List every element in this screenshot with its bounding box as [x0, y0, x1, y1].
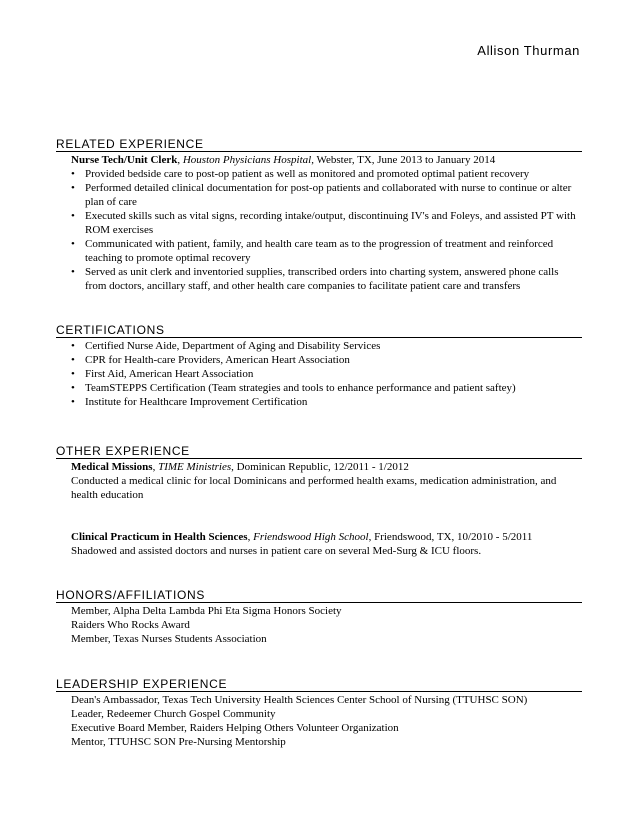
bullet-text: Executed skills such as vital signs, recording intake/output, discontinuing IV's and Foleys, and assisted PT with ROM exercises	[85, 210, 576, 236]
certifications-list	[56, 339, 582, 409]
job-heading	[71, 530, 582, 544]
list-item	[56, 395, 582, 409]
list-item	[56, 237, 582, 265]
bullet-text: Performed detailed clinical documentation for post-op patients and collaborated with nurse to continue or alter plan of care	[85, 182, 572, 208]
job-details: , Webster, TX, June 2013 to January 2014	[311, 154, 496, 166]
list-item	[56, 339, 582, 353]
bullet-text: Served as unit clerk and inventoried supplies, transcribed orders into charting system, answered phone calls from doctors, ancillary staff, and other health care companies to facilitate patient care and transfers	[85, 266, 559, 292]
bullet-icon: •	[71, 396, 75, 408]
section-title-related-experience: RELATED EXPERIENCE	[56, 137, 582, 152]
bullet-icon: •	[71, 238, 75, 250]
separator: ,	[177, 154, 183, 166]
job-description: Conducted a medical clinic for local Dominicans and performed health exams, medication administration, and health education	[71, 475, 557, 501]
bullet-icon: •	[71, 210, 75, 222]
list-item: Raiders Who Rocks Award	[71, 619, 190, 631]
related-experience-section	[56, 137, 582, 293]
list-item: Dean's Ambassador, Texas Tech University Health Sciences Center School of Nursing (TTUHSC SON)	[71, 694, 528, 706]
bullet-text: Communicated with patient, family, and health care team as to the progression of treatment and reinforced teaching to promote optimal recovery	[85, 238, 554, 264]
list-item: Member, Alpha Delta Lambda Phi Eta Sigma Honors Society	[71, 605, 342, 617]
job-description: Shadowed and assisted doctors and nurses in patient care on several Med-Surg & ICU floors.	[71, 545, 482, 557]
organization-name: Friendswood High School	[253, 531, 369, 543]
bullet-icon: •	[71, 182, 75, 194]
bullet-icon: •	[71, 340, 75, 352]
bullet-icon: •	[71, 382, 75, 394]
list-item	[56, 209, 582, 237]
bullet-text: TeamSTEPPS Certification (Team strategies and tools to enhance performance and patient saftey)	[85, 382, 516, 394]
organization-name: TIME Ministries	[158, 461, 232, 473]
list-item	[56, 367, 582, 381]
bullet-icon: •	[71, 168, 75, 180]
bullet-icon: •	[71, 368, 75, 380]
separator: ,	[247, 531, 254, 543]
related-bullet-list	[56, 167, 582, 293]
honors-list	[71, 604, 582, 646]
bullet-icon: •	[71, 354, 75, 366]
job-details: , Dominican Republic, 12/2011 - 1/2012	[231, 461, 409, 473]
leadership-list	[71, 693, 582, 749]
bullet-text: Certified Nurse Aide, Department of Aging and Disability Services	[85, 340, 381, 352]
list-item	[56, 167, 582, 181]
job-heading	[71, 460, 582, 474]
honors-section	[56, 588, 582, 646]
list-item: Member, Texas Nurses Students Association	[71, 633, 267, 645]
list-item: Leader, Redeemer Church Gospel Community	[71, 708, 276, 720]
candidate-name: Allison Thurman	[477, 43, 580, 58]
certifications-section	[56, 323, 582, 409]
list-item	[56, 265, 582, 293]
list-item: Executive Board Member, Raiders Helping Others Volunteer Organization	[71, 722, 399, 734]
separator: ,	[152, 461, 159, 473]
employer-name: Houston Physicians Hospital	[182, 154, 312, 166]
bullet-text: CPR for Health-care Providers, American Heart Association	[85, 354, 350, 366]
bullet-text: Provided bedside care to post-op patient as well as monitored and promoted optimal patient recovery	[85, 168, 530, 180]
job-heading	[71, 153, 582, 167]
list-item	[56, 353, 582, 367]
section-title-other-experience: OTHER EXPERIENCE	[56, 444, 582, 459]
leadership-section	[56, 677, 582, 749]
section-title-leadership: LEADERSHIP EXPERIENCE	[56, 677, 582, 692]
list-item	[56, 381, 582, 395]
bullet-icon: •	[71, 266, 75, 278]
other-experience-section	[56, 444, 582, 558]
job-details: , Friendswood, TX, 10/2010 - 5/2011	[368, 531, 533, 543]
job-title: Medical Missions	[71, 461, 153, 473]
list-item: Mentor, TTUHSC SON Pre-Nursing Mentorship	[71, 736, 286, 748]
list-item	[56, 181, 582, 209]
bullet-text: First Aid, American Heart Association	[85, 368, 254, 380]
bullet-text: Institute for Healthcare Improvement Certification	[85, 396, 308, 408]
job-title: Clinical Practicum in Health Sciences	[71, 531, 248, 543]
section-title-certifications: CERTIFICATIONS	[56, 323, 582, 338]
section-title-honors: HONORS/AFFILIATIONS	[56, 588, 582, 603]
job-title: Nurse Tech/Unit Clerk	[71, 154, 178, 166]
